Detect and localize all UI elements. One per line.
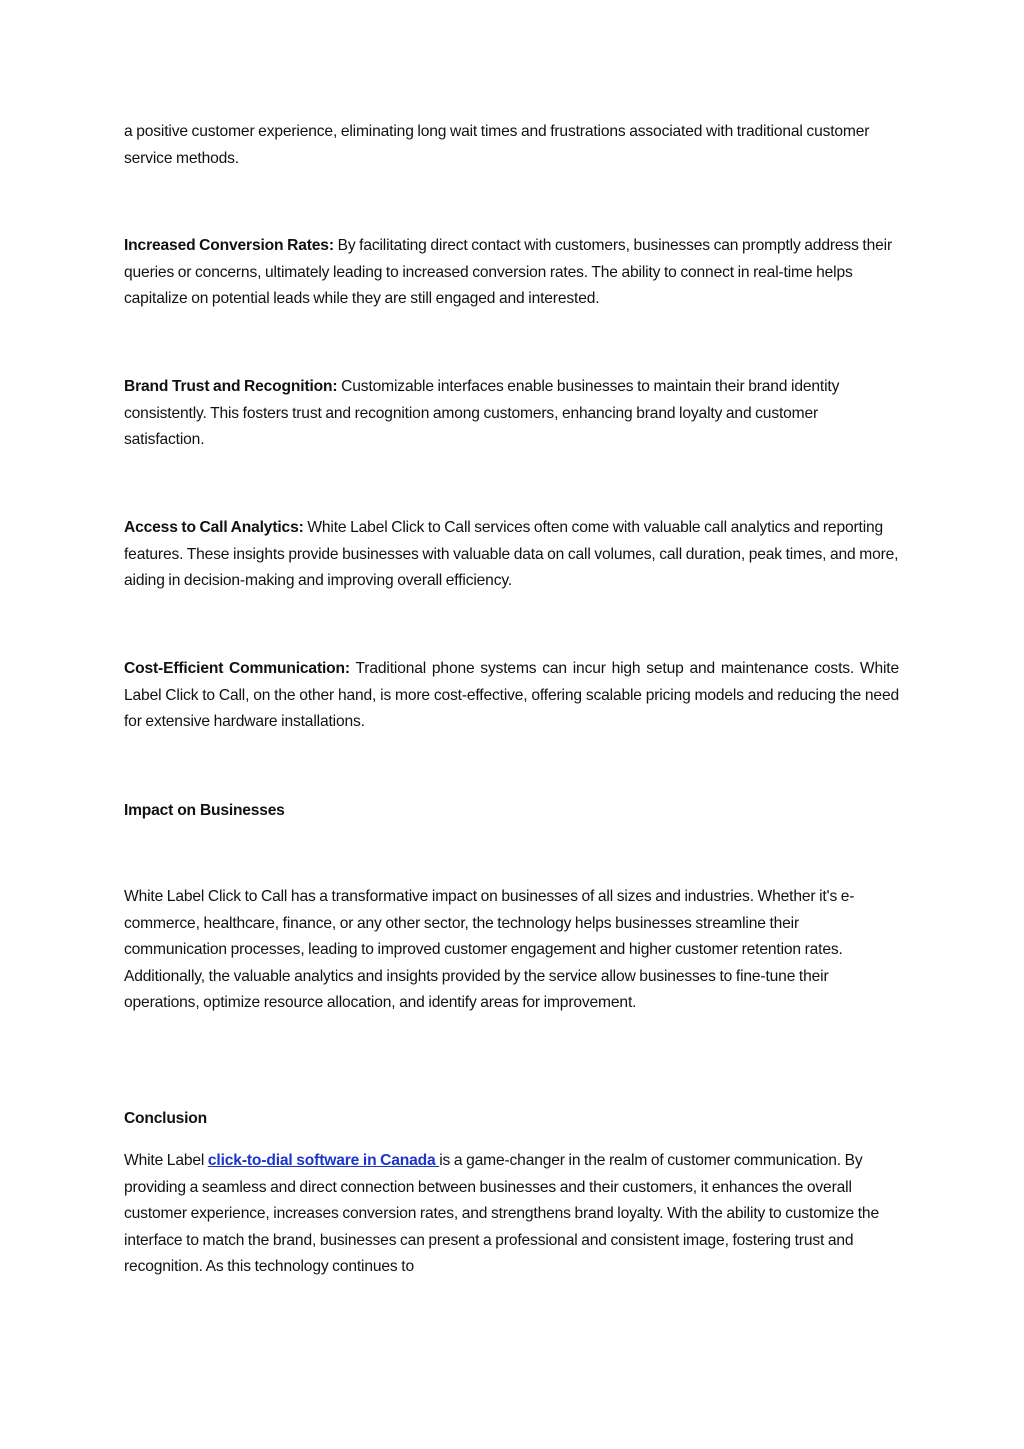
conclusion-prefix: White Label xyxy=(124,1152,208,1169)
benefit-title: Brand Trust and Recognition: xyxy=(124,378,338,395)
conclusion-heading: Conclusion xyxy=(124,1110,207,1127)
benefit-text: Traditional phone systems can incur high setup and maintenance costs. White Label Click to Call, on the other hand, is more cost-effective, offering scalable pricing models and reducing the need for extensive hardware installations. xyxy=(124,660,900,731)
benefit-text: Customizable interfaces enable businesses to maintain their brand identity consistently. This fosters trust and recognition among customers, enhancing brand loyalty and customer satisfaction. xyxy=(124,378,840,449)
benefit-paragraph-call-analytics xyxy=(124,515,899,595)
benefit-text: White Label Click to Call services often come with valuable call analytics and reporting features. These insights provide businesses with valuable data on call volumes, call duration, peak times, and more, aiding in decision-making and improving overall efficiency. xyxy=(124,519,899,590)
benefit-paragraph-brand-trust xyxy=(124,374,899,454)
conclusion-paragraph xyxy=(124,1148,899,1281)
benefit-paragraph-conversion-rates xyxy=(124,233,899,313)
benefit-text: By facilitating direct contact with customers, businesses can promptly address their queries or concerns, ultimately leading to increased conversion rates. The ability to connect in real-time helps capitalize on potential leads while they are still engaged and interested. xyxy=(124,237,892,308)
intro-continuation-paragraph: a positive customer experience, eliminating long wait times and frustrations associated with traditional customer service methods. xyxy=(124,123,870,167)
impact-paragraph: White Label Click to Call has a transformative impact on businesses of all sizes and industries. Whether it's e-commerce, healthcare, finance, or any other sector, the technology helps businesses streamline their communication processes, leading to improved customer engagement and higher customer retention rates. Additionally, the valuable analytics and insights provided by the service allow businesses to fine-tune their operations, optimize resource allocation, and identify areas for improvement. xyxy=(124,888,855,1012)
conclusion-text: is a game-changer in the realm of customer communication. By providing a seamless and direct connection between businesses and their customers, it enhances the overall customer experience, increases conversion rates, and strengthens brand loyalty. With the ability to customize the interface to match the brand, businesses can present a professional and consistent image, fostering trust and recognition. As this technology continues to xyxy=(124,1152,879,1276)
benefit-title: Access to Call Analytics: xyxy=(124,519,304,536)
benefit-title: Cost-Efficient Communication: xyxy=(124,660,350,677)
impact-heading: Impact on Businesses xyxy=(124,802,285,819)
benefit-paragraph-cost-efficient xyxy=(124,656,899,736)
benefit-title: Increased Conversion Rates: xyxy=(124,237,334,254)
click-to-dial-software-link[interactable]: click-to-dial software in Canada xyxy=(207,1152,440,1169)
